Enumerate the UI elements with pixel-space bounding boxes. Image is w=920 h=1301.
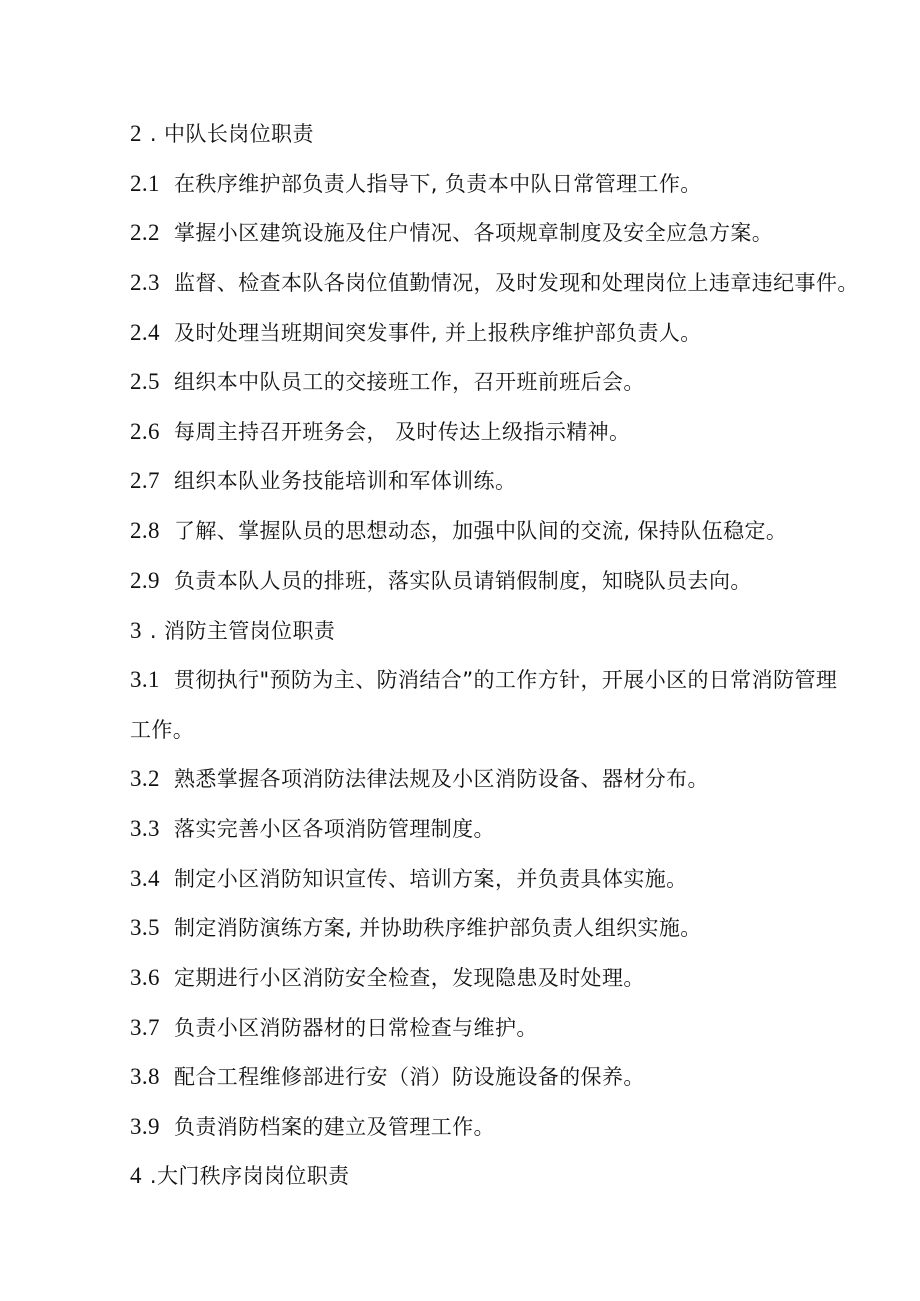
item-number: 3.7 bbox=[130, 1015, 160, 1040]
section-heading-4 bbox=[130, 1162, 350, 1190]
item-text-continuation: 工作。 bbox=[130, 718, 195, 742]
item-number: 3.4 bbox=[130, 866, 160, 891]
duty-item-3-5 bbox=[130, 914, 702, 942]
item-text: 每周主持召开班务会， 及时传达上级指示精神。 bbox=[173, 420, 631, 444]
item-text: 掌握小区建筑设施及住户情况、各项规章制度及安全应急方案。 bbox=[173, 221, 774, 245]
item-number: 3.6 bbox=[130, 965, 160, 990]
duty-item-2-3 bbox=[130, 269, 859, 297]
duty-item-3-1 bbox=[130, 666, 837, 694]
duty-item-2-5 bbox=[130, 368, 645, 396]
item-text: 熟悉掌握各项消防法律法规及小区消防设备、器材分布。 bbox=[173, 767, 709, 791]
item-number: 2.2 bbox=[130, 220, 160, 245]
heading-number: 4 bbox=[130, 1163, 142, 1188]
item-number: 3.8 bbox=[130, 1064, 160, 1089]
duty-item-3-9 bbox=[130, 1113, 495, 1141]
item-text: 监督、检查本队各岗位值勤情况，及时发现和处理岗位上违章违纪事件。 bbox=[173, 271, 859, 295]
heading-text: .大门秩序岗岗位职责 bbox=[149, 1164, 350, 1188]
duty-item-3-8 bbox=[130, 1063, 645, 1091]
item-number: 3.2 bbox=[130, 766, 160, 791]
item-text: 落实完善小区各项消防管理制度。 bbox=[173, 817, 495, 841]
duty-item-3-2 bbox=[130, 765, 709, 793]
item-number: 2.9 bbox=[130, 568, 160, 593]
item-text: 在秩序维护部负责人指导下, 负责本中队日常管理工作。 bbox=[173, 172, 702, 196]
item-text: 负责小区消防器材的日常检查与维护。 bbox=[173, 1016, 538, 1040]
item-text: 定期进行小区消防安全检查，发现隐患及时处理。 bbox=[173, 966, 645, 990]
section-heading-3 bbox=[130, 617, 335, 645]
duty-item-3-3 bbox=[130, 815, 495, 843]
item-number: 3.3 bbox=[130, 816, 160, 841]
item-number: 2.4 bbox=[130, 320, 160, 345]
item-number: 2.5 bbox=[130, 369, 160, 394]
item-text: 组织本队业务技能培训和军体训练。 bbox=[173, 469, 517, 493]
item-text: 了解、掌握队员的思想动态，加强中队间的交流, 保持队伍稳定。 bbox=[173, 519, 788, 543]
item-text: 配合工程维修部进行安（消）防设施设备的保养。 bbox=[173, 1065, 645, 1089]
item-number: 2.7 bbox=[130, 468, 160, 493]
duty-item-3-4 bbox=[130, 865, 688, 893]
duty-item-2-9 bbox=[130, 567, 752, 595]
item-number: 2.1 bbox=[130, 171, 160, 196]
item-number: 2.6 bbox=[130, 419, 160, 444]
item-number: 3.9 bbox=[130, 1114, 160, 1139]
duty-item-3-1-continuation bbox=[130, 716, 194, 744]
item-number: 3.5 bbox=[130, 915, 160, 940]
item-text: 及时处理当班期间突发事件, 并上报秩序维护部负责人。 bbox=[173, 321, 702, 345]
heading-text: . 中队长岗位职责 bbox=[149, 122, 314, 146]
item-text: 贯彻执行"预防为主、防消结合”的工作方针，开展小区的日常消防管理 bbox=[173, 668, 838, 692]
item-text: 负责本队人员的排班，落实队员请销假制度，知晓队员去向。 bbox=[173, 569, 752, 593]
item-number: 2.8 bbox=[130, 518, 160, 543]
heading-number: 3 bbox=[130, 618, 142, 643]
item-text: 制定小区消防知识宣传、培训方案，并负责具体实施。 bbox=[173, 867, 688, 891]
duty-item-3-6 bbox=[130, 964, 645, 992]
heading-text: . 消防主管岗位职责 bbox=[149, 619, 336, 643]
heading-number: 2 bbox=[130, 121, 142, 146]
duty-item-3-7 bbox=[130, 1014, 538, 1042]
duty-item-2-2 bbox=[130, 219, 773, 247]
item-text: 组织本中队员工的交接班工作，召开班前班后会。 bbox=[173, 370, 645, 394]
duty-item-2-6 bbox=[130, 418, 630, 446]
duty-item-2-4 bbox=[130, 319, 702, 347]
duty-item-2-7 bbox=[130, 467, 516, 495]
duty-item-2-8 bbox=[130, 517, 787, 545]
item-number: 3.1 bbox=[130, 667, 160, 692]
item-number: 2.3 bbox=[130, 270, 160, 295]
item-text: 负责消防档案的建立及管理工作。 bbox=[173, 1115, 495, 1139]
item-text: 制定消防演练方案, 并协助秩序维护部负责人组织实施。 bbox=[173, 916, 702, 940]
duty-item-2-1 bbox=[130, 170, 702, 198]
section-heading-2 bbox=[130, 120, 314, 148]
